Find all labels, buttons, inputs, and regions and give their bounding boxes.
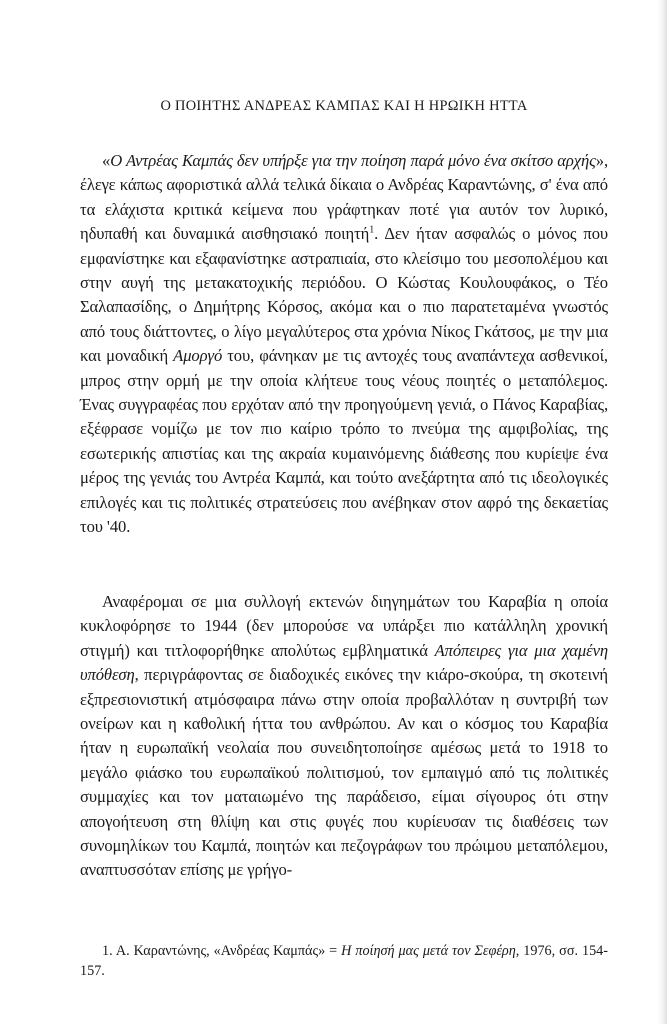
paragraph-2-text-b: , περιγράφοντας σε διαδοχικές εικόνες την κιάρο-σκούρα, τη σκοτεινή εξπρεσιονιστική ατμόσφαιρα πάνω στην οποία προβαλλόταν η συντριβή των ονείρων και η καθολική ήττα του ανθρώπου. Αν και ο κόσμος του Καραβία ήταν η ευρωπαϊκή νεολαία που συνειδητοποίησε αμέσως μετά το 1918 το μεγάλο φιάσκο του ευρωπαϊκού πολιτισμού, τον εμπαιγμό από τις πολιτικές συμμαχίες και τον ματαιωμένο της παράδεισο, είμαι σίγουρος ότι στην απογοήτευση στη θλίψη και στις φυγές που κυρίευσαν τις διαθέσεις των συνομηλίκων του Καμπά, ποιητών και πεζογράφων του πρώιμου μεταπόλεμου, αναπτυσσόταν επίσης με γρήγο- (80, 665, 608, 880)
quote-text: Ο Αντρέας Καμπάς δεν υπήρξε για την ποίηση παρά μόνο ένα σκίτσο αρχής (110, 151, 596, 170)
book-title-apopeires: Απόπειρες για μια χαμένη υπόθεση (80, 640, 608, 685)
paragraph-1 (80, 149, 608, 540)
paragraph-1-text-a: », έλεγε κάπως αφοριστικά αλλά τελικά δίκαια ο Ανδρέας Καραντώνης, σ' ένα από τα ελάχιστα κριτικά κείμενα που γράφτηκαν ποτέ για αυτόν τον λυρικό, ηδυπαθή και δυναμικά αισθησιακό ποιητή (80, 151, 608, 244)
paragraph-1-text-c: του, φάνηκαν με τις αντοχές τους αναπάντεχα ασθενικοί, μπρος στην ορμή με την οποία κλήτευε τους νέους ποιητές ο μεταπόλεμος. Ένας συγγραφέας που ερχόταν από την προηγούμενη γενιά, ο Πάνος Καραβίας, εξέφρασε νομίζω με τον πιο καίριο τρόπο το πνεύμα της αμφιβολίας, της εσωτερικής απιστίας και της ακραία κυμαινόμενης διάθεσης που κυρίεψε ένα μέρος της γενιάς του Αντρέα Καμπά, και τούτο ανεξάρτητα από τις ιδεολογικές επιλογές και τις πολιτικές στρατεύσεις που ανέβηκαν στον αφρό της δεκαετίας του '40. (80, 346, 608, 537)
page-edge-shadow (657, 0, 667, 1024)
footnote (80, 941, 608, 981)
quote-open: « (102, 151, 111, 170)
book-title-amorgos: Αμοργό (173, 346, 223, 366)
footnote-reference[interactable]: 1 (369, 224, 375, 236)
paragraph-2 (80, 590, 608, 883)
chapter-title: Ο ΠΟΙΗΤΗΣ ΑΝΔΡΕΑΣ ΚΑΜΠΑΣ ΚΑΙ Η ΗΡΩΙΚΗ ΗΤΤΑ (160, 98, 528, 114)
footnote-text-b: , 1976, σσ. 154-157. (80, 943, 608, 979)
footnote-book-title: Η ποίησή μας μετά τον Σεφέρη (341, 943, 516, 959)
footnote-number: 1. (102, 943, 113, 959)
paragraph-1-text-b: . Δεν ήταν ασφαλώς ο μόνος που εμφανίστηκε και εξαφανίστηκε αστραπιαία, στο κλείσιμο του μεσοπολέμου και στην αυγή της μετακατοχικής περιόδου. Ο Κώστας Κουλουφάκος, ο Τέο Σαλαπασίδης, ο Δημήτρης Κόρσος, ακόμα και ο πιο παρατεταμένα γνωστός από τους διάττοντες, ο λίγο μεγαλύτερος στα χρόνια Νίκος Γκάτσος, με την μια και μοναδική (80, 224, 609, 366)
paragraph-2-text-a: Αναφέρομαι σε μια συλλογή εκτενών διηγημάτων του Καραβία η οποία κυκλοφόρησε το 1944 (δεν μπορούσε να υπάρξει πιο κατάλληλη χρονική στιγμή) και τιτλοφορήθηκε απολύτως εμβληματικά (80, 592, 608, 660)
footnote-text-a: Α. Καραντώνης, «Ανδρέας Καμπάς» = (112, 943, 342, 959)
